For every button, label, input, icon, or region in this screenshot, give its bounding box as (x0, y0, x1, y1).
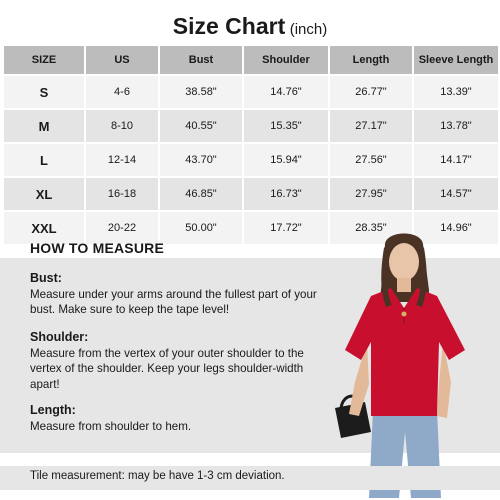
model-face (389, 243, 419, 281)
cell-bust: 43.70" (160, 144, 242, 176)
table-header-row (4, 46, 498, 74)
cell-size: M (4, 110, 84, 142)
cell-shoulder: 17.72" (244, 212, 328, 244)
table-row (4, 178, 498, 210)
title-unit: (inch) (289, 21, 328, 38)
cell-size: S (4, 76, 84, 108)
cell-bust: 38.58" (160, 76, 242, 108)
shoulder-text: Measure from the vertex of your outer shoulder to the vertex of the shoulder. Keep your legs shoulder-width apart! (30, 346, 304, 391)
length-text: Measure from shoulder to hem. (30, 419, 192, 433)
cell-shoulder: 16.73" (244, 178, 328, 210)
model-necklace-pendant (402, 312, 407, 317)
model-neck (397, 278, 411, 292)
shoulder-instruction (30, 330, 330, 392)
cell-sleeve-length: 14.57" (414, 178, 498, 210)
title-main: Size Chart (172, 13, 286, 39)
cell-bust: 50.00" (160, 212, 242, 244)
cell-size: XXL (4, 212, 84, 244)
table-row (4, 76, 498, 108)
cell-us: 20-22 (86, 212, 158, 244)
model-photo (325, 232, 485, 498)
cell-length: 27.95" (330, 178, 412, 210)
shoulder-label: Shoulder: (30, 330, 89, 344)
table-row (4, 144, 498, 176)
measurement-note: Tile measurement: may be have 1-3 cm deviation. (30, 470, 285, 482)
header-us: US (86, 46, 158, 74)
cell-sleeve-length: 13.39" (414, 76, 498, 108)
cell-shoulder: 14.76" (244, 76, 328, 108)
cell-sleeve-length: 13.78" (414, 110, 498, 142)
cell-shoulder: 15.94" (244, 144, 328, 176)
cell-sleeve-length: 14.96" (414, 212, 498, 244)
cell-shoulder: 15.35" (244, 110, 328, 142)
table-row (4, 110, 498, 142)
length-label: Length: (30, 403, 76, 417)
cell-size: L (4, 144, 84, 176)
bust-label: Bust: (30, 271, 62, 285)
cell-us: 12-14 (86, 144, 158, 176)
cell-bust: 46.85" (160, 178, 242, 210)
cell-sleeve-length: 14.17" (414, 144, 498, 176)
cell-length: 27.56" (330, 144, 412, 176)
size-chart-title (0, 12, 500, 44)
cell-us: 4-6 (86, 76, 158, 108)
cell-length: 27.17" (330, 110, 412, 142)
header-sleeve-length: Sleeve Length (414, 46, 498, 74)
cell-length: 26.77" (330, 76, 412, 108)
header-shoulder: Shoulder (244, 46, 328, 74)
bust-instruction (30, 271, 330, 318)
how-to-measure-heading: HOW TO MEASURE (30, 240, 164, 256)
cell-us: 8-10 (86, 110, 158, 142)
cell-size: XL (4, 178, 84, 210)
size-table (2, 44, 500, 246)
bust-text: Measure under your arms around the fullest part of your bust. Make sure to keep the tape level! (30, 287, 317, 317)
length-instruction (30, 403, 330, 434)
cell-us: 16-18 (86, 178, 158, 210)
header-size: SIZE (4, 46, 84, 74)
cell-bust: 40.55" (160, 110, 242, 142)
header-length: Length (330, 46, 412, 74)
cell-length: 28.35" (330, 212, 412, 244)
header-bust: Bust (160, 46, 242, 74)
